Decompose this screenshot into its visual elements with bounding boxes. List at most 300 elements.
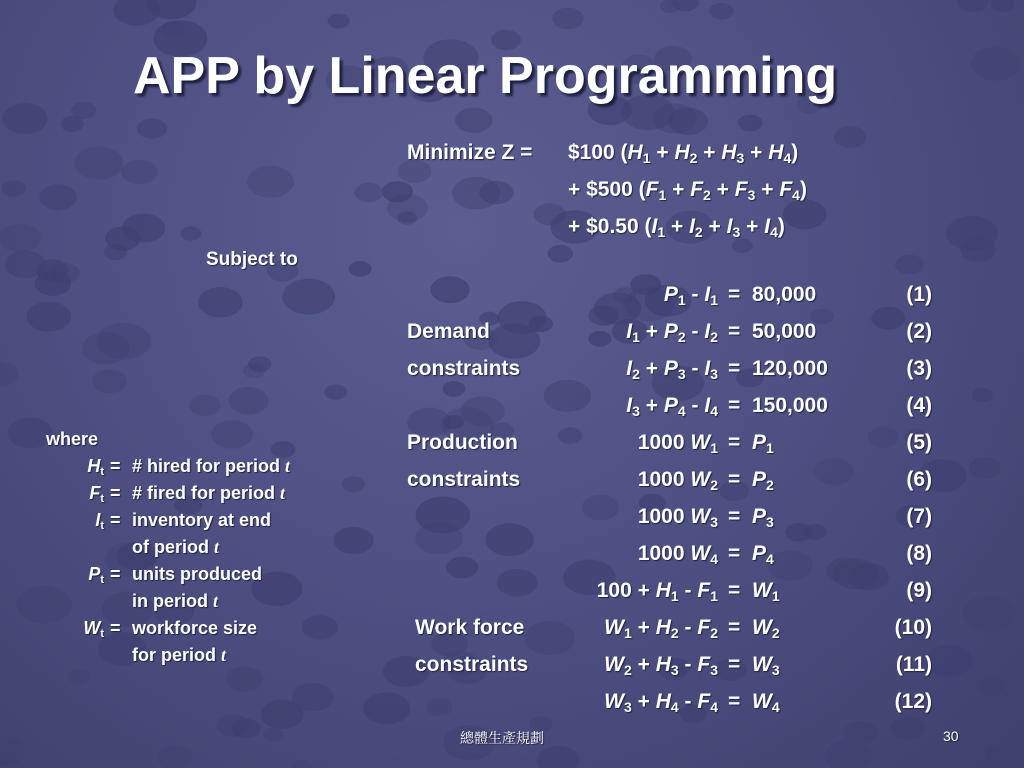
constraint-rhs — [752, 653, 780, 677]
constraint-number: (8) — [906, 542, 932, 565]
bubble-dot — [972, 388, 993, 402]
operator: + — [639, 394, 664, 417]
objective-lead: Minimize Z = — [407, 141, 533, 164]
variable-symbol: H — [655, 579, 671, 602]
bubble-dot — [247, 166, 294, 198]
variable — [752, 616, 780, 639]
bubble-dot — [946, 216, 998, 251]
definition-period-variable: t — [213, 591, 219, 611]
variable-symbol: P — [663, 357, 678, 380]
variable-symbol: F — [690, 178, 704, 201]
bubble-dot — [161, 21, 184, 37]
operator: + — [710, 178, 735, 201]
bubble-dot — [355, 183, 384, 203]
constraint-number: (3) — [906, 357, 932, 380]
variable-symbol: W — [752, 690, 772, 713]
definition-symbol-subscript: t — [100, 574, 104, 586]
bubble-dot — [302, 615, 339, 640]
variable — [779, 178, 800, 201]
variable — [764, 215, 778, 238]
variable — [656, 653, 679, 676]
variable — [656, 690, 679, 713]
constraint-number: (7) — [906, 505, 932, 528]
variable — [752, 431, 774, 454]
variable-subscript: 2 — [624, 662, 632, 678]
bubble-dot — [334, 527, 374, 554]
bubble-dot — [137, 118, 167, 138]
constraint-lhs — [604, 616, 718, 640]
bubble-dot — [157, 745, 193, 768]
operator: + — [650, 141, 675, 164]
variable — [626, 357, 640, 380]
variable-subscript: 3 — [747, 187, 756, 203]
variable-symbol: P — [752, 468, 767, 491]
variable — [690, 178, 711, 201]
equals-sign: = — [728, 542, 741, 565]
bubble-dot — [803, 524, 827, 540]
variable-subscript: 4 — [710, 699, 718, 715]
variable-subscript: 1 — [632, 329, 640, 345]
operator: - — [678, 616, 698, 639]
bubble-dot — [443, 415, 464, 429]
constraint-rhs — [752, 616, 780, 640]
variable-subscript: 2 — [766, 477, 774, 493]
constraint-number: (9) — [906, 579, 932, 602]
variable — [752, 468, 774, 491]
operator: - — [685, 357, 705, 380]
variable-subscript: 1 — [657, 224, 666, 240]
bubble-dot — [485, 523, 533, 556]
constraint-number: (5) — [906, 431, 932, 454]
constraint-lhs — [638, 468, 718, 492]
workforce-group-label: Work force — [415, 616, 525, 639]
bubble-dot — [2, 103, 47, 134]
where-heading: where — [46, 429, 99, 449]
variable-subscript: 2 — [710, 329, 718, 345]
constraint-lhs — [626, 320, 718, 344]
constraint-rhs — [752, 320, 816, 344]
operator: + — [740, 215, 765, 238]
variable-symbol: H — [655, 690, 671, 713]
bubble-dot — [27, 302, 72, 332]
definition-period-variable: t — [221, 645, 227, 665]
bubble-dot — [825, 740, 872, 768]
variable-subscript: 3 — [632, 403, 640, 419]
variable-symbol: I — [764, 215, 771, 238]
equals-sign: = — [728, 690, 741, 713]
operator: + — [639, 357, 664, 380]
definition-period-variable: t — [285, 456, 291, 476]
equals-sign: = — [728, 468, 741, 491]
bubble-dot — [868, 427, 899, 448]
definition-text: of period t — [132, 537, 220, 557]
definition-symbol-subscript: t — [100, 466, 104, 478]
variable — [697, 579, 718, 602]
bubble-dot — [75, 146, 124, 179]
bubble-dot — [0, 224, 41, 253]
constraint-rhs — [752, 468, 774, 492]
constraint-lhs — [597, 579, 718, 603]
bubble-dot — [342, 476, 365, 492]
variable — [697, 690, 718, 713]
variable-symbol: I — [626, 357, 633, 380]
variable — [697, 616, 718, 639]
operator: + — [631, 690, 656, 713]
operator: 120,000 — [752, 357, 828, 380]
bubble-dot — [871, 307, 905, 330]
slide-title: APP by Linear Programming — [133, 47, 838, 105]
operator: 1000 — [637, 542, 691, 565]
definition-symbol — [83, 617, 104, 639]
bubble-dot — [0, 737, 25, 766]
definition-text: units produced — [132, 564, 262, 584]
definition-text: for period t — [132, 645, 227, 665]
bubble-dot — [833, 559, 878, 589]
constraint-rhs — [752, 431, 774, 455]
bubble-dot — [814, 458, 853, 485]
bubble-dot — [991, 0, 1014, 12]
variable — [752, 579, 780, 602]
variable-subscript: 2 — [710, 477, 718, 493]
constraint-lhs — [638, 542, 718, 566]
variable-symbol: I — [704, 283, 711, 306]
variable-subscript: 1 — [642, 150, 651, 166]
bubble-dot — [558, 427, 582, 444]
definition-symbol-subscript: t — [100, 520, 104, 532]
variable-symbol: W — [604, 653, 624, 676]
variable-subscript: 1 — [771, 588, 780, 604]
variable — [674, 141, 697, 164]
variable-subscript: 4 — [710, 551, 718, 567]
variable-symbol: P — [752, 505, 767, 528]
variable-symbol: P — [663, 283, 678, 306]
bubble-dot — [427, 698, 453, 716]
variable — [689, 215, 703, 238]
definition-text: workforce size — [132, 618, 258, 638]
variable-subscript: 3 — [766, 514, 774, 530]
bubble-dot — [216, 715, 249, 737]
constraint-lhs — [664, 283, 718, 307]
constraint-rhs — [752, 357, 828, 381]
variable-symbol: P — [752, 431, 767, 454]
demand-group-label: constraints — [407, 357, 521, 380]
variable-symbol: W — [752, 616, 772, 639]
variable-subscript: 3 — [670, 662, 679, 678]
variable-symbol: I — [726, 215, 733, 238]
bubble-dot — [971, 47, 1021, 81]
operator: 1000 — [637, 468, 691, 491]
bubble-dot — [415, 522, 463, 554]
bubble-dot — [446, 557, 478, 579]
bubble-dot — [738, 115, 763, 132]
bubble-dot — [198, 287, 243, 317]
variable-subscript: 2 — [694, 224, 703, 240]
variable — [690, 431, 718, 454]
bubble-dot — [261, 700, 304, 729]
constraint-number: (10) — [894, 616, 932, 639]
bubble-dot — [211, 420, 253, 449]
bubble-dot — [525, 621, 575, 655]
operator: + — [755, 178, 780, 201]
variable — [752, 690, 780, 713]
bubble-dot — [843, 721, 878, 744]
bubble-dot — [122, 213, 165, 242]
constraint-lhs — [604, 690, 718, 714]
variable-subscript: 3 — [736, 150, 745, 166]
definition-equals: = — [110, 618, 121, 638]
objective-line1 — [568, 141, 798, 165]
bubble-dot — [349, 261, 372, 277]
equals-sign: = — [728, 579, 741, 602]
definition-equals: = — [110, 483, 121, 503]
bubble-dot — [926, 645, 973, 677]
variable — [628, 141, 651, 164]
variable-symbol: W — [690, 542, 711, 565]
variable-symbol: P — [663, 320, 678, 343]
objective-line2 — [568, 178, 807, 202]
bubble-dot — [497, 569, 538, 597]
constraint-rhs — [752, 579, 780, 603]
variable-symbol: I — [689, 215, 695, 238]
variable — [656, 579, 679, 602]
variable — [727, 215, 741, 238]
variable-subscript: 3 — [771, 662, 780, 678]
equals-sign: = — [728, 505, 741, 528]
definition-symbol-letter: F — [89, 483, 101, 503]
bubble-dot — [363, 692, 410, 724]
bubble-dot — [263, 728, 283, 742]
variable — [664, 394, 686, 417]
constraint-rhs — [752, 283, 816, 307]
definition-symbol-letter: I — [95, 510, 101, 530]
bubble-dot — [547, 245, 573, 262]
variable-symbol: F — [697, 579, 711, 602]
definition-symbol-letter: W — [83, 618, 101, 638]
variable — [626, 394, 640, 417]
definition-text: inventory at end — [132, 510, 272, 530]
variable — [704, 357, 718, 380]
production-group-label: Production — [407, 431, 518, 454]
equals-sign: = — [728, 653, 741, 676]
operator: - — [685, 283, 705, 306]
bubble-dot — [291, 760, 312, 768]
variable-symbol: W — [752, 653, 772, 676]
constraint-lhs — [638, 431, 718, 455]
demand-group-label: Demand — [407, 320, 490, 343]
variable-symbol: H — [721, 141, 737, 164]
variable-subscript: 1 — [677, 292, 686, 308]
bubble-dot — [228, 387, 268, 415]
bubble-dot — [891, 717, 925, 740]
bubble-dot — [461, 396, 505, 426]
variable-symbol: W — [752, 579, 772, 602]
bubble-dot — [498, 301, 547, 334]
variable — [604, 653, 632, 676]
variable-symbol: I — [626, 320, 633, 343]
definition-symbol — [87, 455, 104, 477]
bubble-dot — [552, 8, 584, 30]
constraint-lhs — [626, 357, 718, 381]
operator: + — [697, 141, 722, 164]
variable-symbol: F — [697, 616, 711, 639]
equals-sign: = — [728, 283, 741, 306]
variable — [604, 690, 632, 713]
constraint-number: (6) — [906, 468, 932, 491]
operator: + $0.50 ( — [568, 215, 652, 238]
bubble-dot — [113, 0, 160, 26]
operator: + — [631, 653, 656, 676]
variable-subscript: 2 — [632, 366, 640, 382]
variable-subscript: 1 — [710, 292, 718, 308]
bubble-dot — [282, 279, 335, 315]
variable-subscript: 4 — [766, 551, 774, 567]
bubble-dot — [783, 199, 827, 229]
variable-subscript: 1 — [766, 440, 774, 456]
variable — [752, 542, 774, 565]
definition-equals: = — [110, 510, 121, 530]
variable — [656, 616, 679, 639]
constraint-rhs — [752, 690, 780, 714]
equals-sign: = — [728, 357, 741, 380]
variable-subscript: 2 — [771, 625, 780, 641]
bubble-dot — [5, 250, 46, 278]
variable-subscript: 3 — [624, 699, 632, 715]
operator: $100 ( — [568, 141, 628, 164]
definition-period-variable: t — [214, 537, 220, 557]
variable — [721, 141, 744, 164]
variable-subscript: 2 — [710, 625, 718, 641]
operator: - — [685, 320, 705, 343]
constraint-rhs — [752, 394, 828, 418]
bubble-dot — [452, 177, 500, 210]
variable-subscript: 1 — [710, 588, 718, 604]
production-group-label: constraints — [407, 468, 521, 491]
variable-subscript: 3 — [710, 514, 718, 530]
operator: - — [678, 579, 698, 602]
variable — [664, 320, 686, 343]
variable — [697, 653, 718, 676]
bubble-dot — [957, 0, 988, 12]
variable-subscript: 3 — [710, 662, 718, 678]
operator: 80,000 — [752, 283, 817, 306]
bubble-dot — [0, 362, 18, 387]
operator: ) — [791, 141, 799, 164]
variable-symbol: H — [627, 141, 643, 164]
definition-symbol — [89, 482, 104, 504]
variable — [704, 283, 718, 306]
bubble-dot — [455, 108, 492, 133]
definition-symbol-letter: H — [87, 456, 101, 476]
footer-caption: 總體生產規劃 — [460, 730, 544, 746]
bubble-dot — [243, 363, 265, 378]
variable-subscript: 4 — [770, 224, 778, 240]
variable-symbol: P — [663, 394, 678, 417]
bubble-dot — [588, 331, 611, 347]
definition-symbol-letter: P — [88, 564, 101, 584]
constraint-number: (11) — [895, 653, 932, 676]
operator: + — [665, 215, 690, 238]
variable — [690, 542, 718, 565]
bubble-dot — [189, 395, 220, 416]
variable-symbol: W — [690, 431, 711, 454]
operator: + — [666, 178, 691, 201]
operator: 50,000 — [752, 320, 817, 343]
operator: + — [702, 215, 727, 238]
definition-text: in period t — [132, 591, 219, 611]
constraint-number: (12) — [894, 690, 932, 713]
constraint-lhs — [604, 653, 718, 677]
definition-symbol — [88, 563, 104, 585]
variable-subscript: 2 — [670, 625, 679, 641]
operator: 1000 — [637, 431, 691, 454]
constraint-number: (2) — [906, 320, 932, 343]
variable-symbol: F — [697, 653, 711, 676]
bubble-dot — [430, 276, 469, 303]
operator: ) — [777, 215, 785, 238]
variable — [768, 141, 791, 164]
variable — [646, 178, 667, 201]
bubble-dot — [834, 126, 866, 148]
operator: + — [744, 141, 769, 164]
variable-symbol: I — [626, 394, 633, 417]
constraint-number: (1) — [906, 283, 932, 306]
equals-sign: = — [728, 394, 741, 417]
variable — [651, 215, 665, 238]
variable — [704, 394, 718, 417]
variable-symbol: W — [604, 690, 624, 713]
bubble-dot — [963, 595, 1016, 631]
variable-symbol: H — [674, 141, 690, 164]
variable-subscript: 4 — [670, 699, 679, 715]
constraint-lhs — [638, 505, 718, 529]
definition-text: # fired for period t — [132, 483, 286, 503]
bubble-dot — [732, 239, 753, 253]
variable-subscript: 1 — [658, 187, 667, 203]
bubble-dot — [82, 332, 129, 364]
variable-symbol: F — [734, 178, 748, 201]
bubble-dot — [387, 194, 428, 222]
constraint-rhs — [752, 542, 774, 566]
variable — [752, 505, 774, 528]
variable-symbol: P — [752, 542, 767, 565]
operator: - — [678, 653, 698, 676]
bubble-dot — [977, 677, 1005, 696]
operator: - — [685, 394, 705, 417]
variable-symbol: F — [697, 690, 711, 713]
variable-subscript: 4 — [783, 150, 792, 166]
variable-symbol: I — [651, 215, 658, 238]
bubble-dot — [226, 666, 263, 691]
variable-subscript: 4 — [792, 187, 800, 203]
variable-subscript: 4 — [771, 699, 780, 715]
workforce-group-label: constraints — [415, 653, 529, 676]
variable-subscript: 2 — [689, 150, 698, 166]
variable-symbol: W — [604, 616, 624, 639]
operator: + $500 ( — [568, 178, 646, 201]
variable-symbol: I — [704, 320, 711, 343]
bubble-dot — [180, 226, 201, 240]
page-number: 30 — [943, 728, 959, 744]
variable — [690, 505, 718, 528]
variable — [664, 283, 686, 306]
definition-equals: = — [110, 564, 121, 584]
variable-subscript: 1 — [710, 440, 718, 456]
constraint-lhs — [626, 394, 718, 418]
constraint-number: (4) — [906, 394, 932, 417]
definition-symbol-subscript: t — [100, 628, 104, 640]
variable-symbol: H — [655, 616, 671, 639]
variable — [752, 653, 780, 676]
